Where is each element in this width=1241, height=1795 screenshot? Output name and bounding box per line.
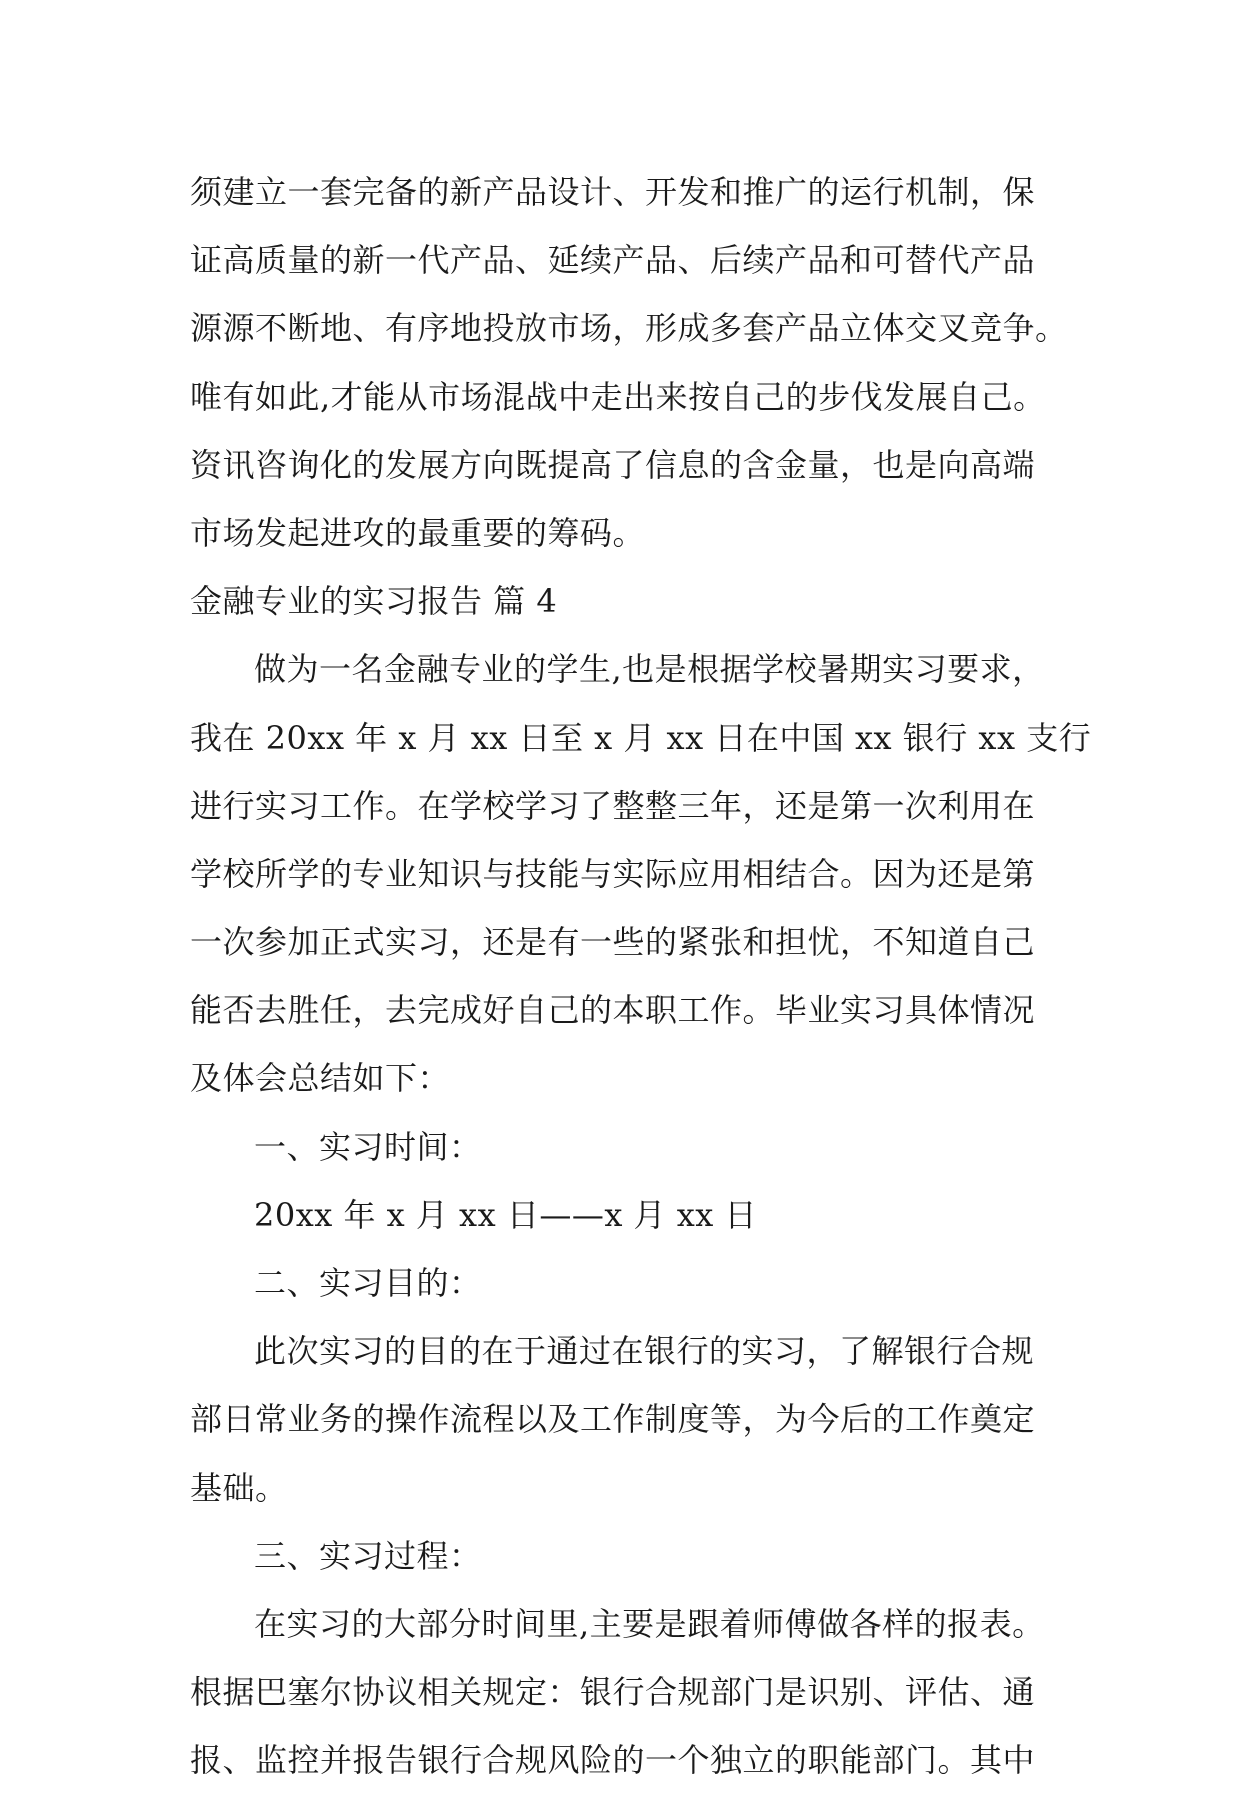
text-line: 源源不断地、有序地投放市场，形成多套产品立体交叉竞争。 <box>190 309 1068 348</box>
heading-internship-time: 一、实习时间： <box>254 1127 482 1166</box>
text-line: 须建立一套完备的新产品设计、开发和推广的运行机制，保 <box>190 173 1036 211</box>
text-line: 基础。 <box>190 1468 288 1507</box>
section-title: 金融专业的实习报告 篇 4 <box>190 582 558 621</box>
text-line: 一次参加正式实习，还是有一些的紧张和担忧，不知道自己 <box>190 923 1036 962</box>
heading-internship-purpose: 二、实习目的： <box>254 1264 482 1302</box>
text-line: 市场发起进攻的最重要的筹码。 <box>190 513 646 552</box>
text-line: 根据巴塞尔协议相关规定：银行合规部门是识别、评估、通 <box>190 1673 1036 1712</box>
text-line: 学校所学的专业知识与技能与实际应用相结合。因为还是第 <box>190 854 1036 893</box>
text-line: 资讯咨询化的发展方向既提高了信息的含金量，也是向高端 <box>190 445 1036 484</box>
text-line: 报、监控并报告银行合规风险的一个独立的职能部门。其中 <box>190 1741 1036 1780</box>
internship-date-range: 20xx 年 x 月 xx 日——x 月 xx 日 <box>254 1195 757 1234</box>
text-line: 我在 20xx 年 x 月 xx 日至 x 月 xx 日在中国 xx 银行 xx 支行 <box>190 718 1092 757</box>
document-page <box>190 158 1092 1795</box>
heading-internship-process: 三、实习过程： <box>254 1536 482 1575</box>
text-line: 做为一名金融专业的学生,也是根据学校暑期实习要求， <box>254 650 1045 689</box>
text-line: 证高质量的新一代产品、延续产品、后续产品和可替代产品 <box>190 241 1036 280</box>
text-line: 部日常业务的操作流程以及工作制度等，为今后的工作奠定 <box>190 1400 1036 1439</box>
text-line: 唯有如此,才能从市场混战中走出来按自己的步伐发展自己。 <box>190 377 1046 416</box>
text-line: 此次实习的目的在于通过在银行的实习，了解银行合规 <box>254 1332 1035 1371</box>
text-line: 能否去胜任，去完成好自己的本职工作。毕业实习具体情况 <box>190 991 1036 1030</box>
text-line: 在实习的大部分时间里,主要是跟着师傅做各样的报表。 <box>254 1604 1045 1643</box>
text-line: 进行实习工作。在学校学习了整整三年，还是第一次利用在 <box>190 786 1036 825</box>
text-line: 及体会总结如下： <box>190 1059 451 1098</box>
